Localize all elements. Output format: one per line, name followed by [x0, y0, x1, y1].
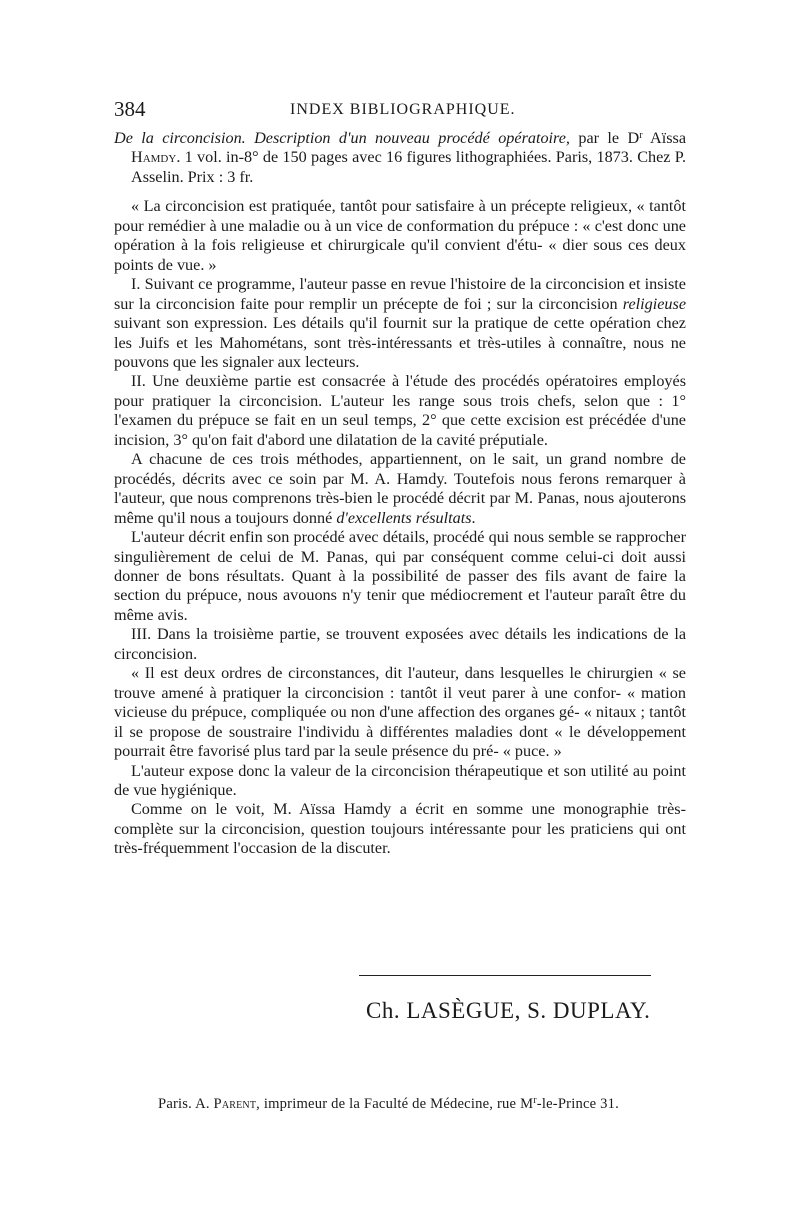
- paragraph-4-text-b: .: [471, 508, 476, 527]
- paragraph-quote-7: « Il est deux ordres de circonstances, dit l'auteur, dans lesquelles le chirurgien « se trouve amené à pratiquer la circoncision : tantôt il veut parer à une confor- « mation vicieuse du prépuce, compliquée ou non d'une affection des organes gé- « nitaux ; tantôt il se propose de soustraire l'individu à différentes maladies dont « le développement pourrait être favorisé plus tard par la seule présence du pré- « puce. »: [114, 664, 686, 761]
- imprint-rest-a: , imprimeur de la Faculté de Médecine, rue M: [256, 1096, 534, 1112]
- imprint-rest-b: -le-Prince 31.: [536, 1096, 620, 1112]
- paragraph-8: L'auteur expose donc la valeur de la circoncision thérapeutique et son utilité au point de vue hygiénique.: [114, 761, 686, 799]
- paragraph-2: [114, 275, 686, 372]
- paragraph-2-emphasis: religieuse: [622, 294, 686, 313]
- page-number: 384: [114, 97, 146, 121]
- paragraph-4-emphasis: d'excellents résultats: [336, 508, 472, 527]
- paragraph-3: II. Une deuxième partie est consacrée à l'étude des procédés opératoires employés pour pratiquer la circoncision. L'auteur les range sous trois chefs, selon que : 1° l'examen du prépuce se fait en un seul temps, 2° que cette excision est précédée d'une incision, 3° qu'on fait d'abord une dilatation de la cavité préputiale.: [114, 372, 686, 449]
- reference-by: par le D: [569, 129, 640, 147]
- paragraph-5: L'auteur décrit enfin son procédé avec détails, procédé qui nous semble se rapprocher singulièrement de celui de M. Panas, qui par conséquent comme celui-ci doit aussi donner de bons résultats. Quant à la possibilité de passer des fils avant de faire la section du prépuce, nous avouons n'y tenir que médiocrement et l'auteur paraît être du même avis.: [114, 528, 686, 624]
- bibliographic-reference: [114, 129, 686, 187]
- paragraph-6: III. Dans la troisième partie, se trouvent exposées avec détails les indications de la circoncision.: [114, 625, 686, 663]
- paragraph-2-text-b: suivant son expression. Les détails qu'il fournit sur la pratique de cette opération chez les Juifs et les Mahométans, sont très-intéressants et très-utiles à connaître, nous ne pouvons que les signaler aux lecteurs.: [114, 314, 686, 371]
- paragraph-quote-1: « La circoncision est pratiquée, tantôt pour satisfaire à un précepte religieux, « tantôt pour remédier à une maladie ou à un vice de conformation du prépuce : « c'est donc une opération à la fois religieuse et chirurgicale qu'il convient d'étu- « dier sous ces deux points de vue. »: [114, 197, 686, 274]
- running-title: INDEX BIBLIOGRAPHIQUE.: [290, 101, 516, 118]
- paragraph-9: Comme on le voit, M. Aïssa Hamdy a écrit en somme une monographie très-complète sur la circoncision, question toujours intéressante pour les praticiens qui ont très-fréquemment l'occasion de la discuter.: [114, 800, 686, 858]
- imprint-printer: Parent: [213, 1096, 257, 1112]
- reference-author-last: Hamdy: [131, 148, 177, 167]
- paragraph-4: [114, 450, 686, 528]
- paragraph-2-text-a: I. Suivant ce programme, l'auteur passe en revue l'histoire de la circoncision et insiste sur la circoncision faite pour remplir un précepte de foi ; sur la circoncision: [114, 275, 686, 313]
- signature-rule: [359, 975, 651, 976]
- signature: Ch. LASÈGUE, S. DUPLAY.: [366, 998, 651, 1023]
- paragraph-4-text-a: A chacune de ces trois méthodes, appartiennent, on le sait, un grand nombre de procédés, décrits avec ce soin par M. A. Hamdy. Toutefois nous ferons remarquer à l'auteur, que nous comprenons très-bien le procédé décrit par M. Panas, nous ajouterons même qu'il nous a toujours donné: [114, 450, 686, 527]
- imprint-sup: r: [533, 1095, 537, 1106]
- page-header: [114, 97, 686, 123]
- reference-author-first: Aïssa: [642, 129, 687, 147]
- reference-dr-sup: r: [639, 130, 643, 141]
- printer-imprint: [158, 1096, 619, 1113]
- imprint-city: Paris. A.: [158, 1096, 214, 1112]
- reference-details: . 1 vol. in-8° de 150 pages avec 16 figures lithographiées. Paris, 1873. Chez P. Asselin. Prix : 3 fr.: [131, 148, 686, 186]
- review-body: [114, 129, 686, 859]
- reference-title: De la circoncision. Description d'un nouveau procédé opératoire,: [114, 129, 570, 147]
